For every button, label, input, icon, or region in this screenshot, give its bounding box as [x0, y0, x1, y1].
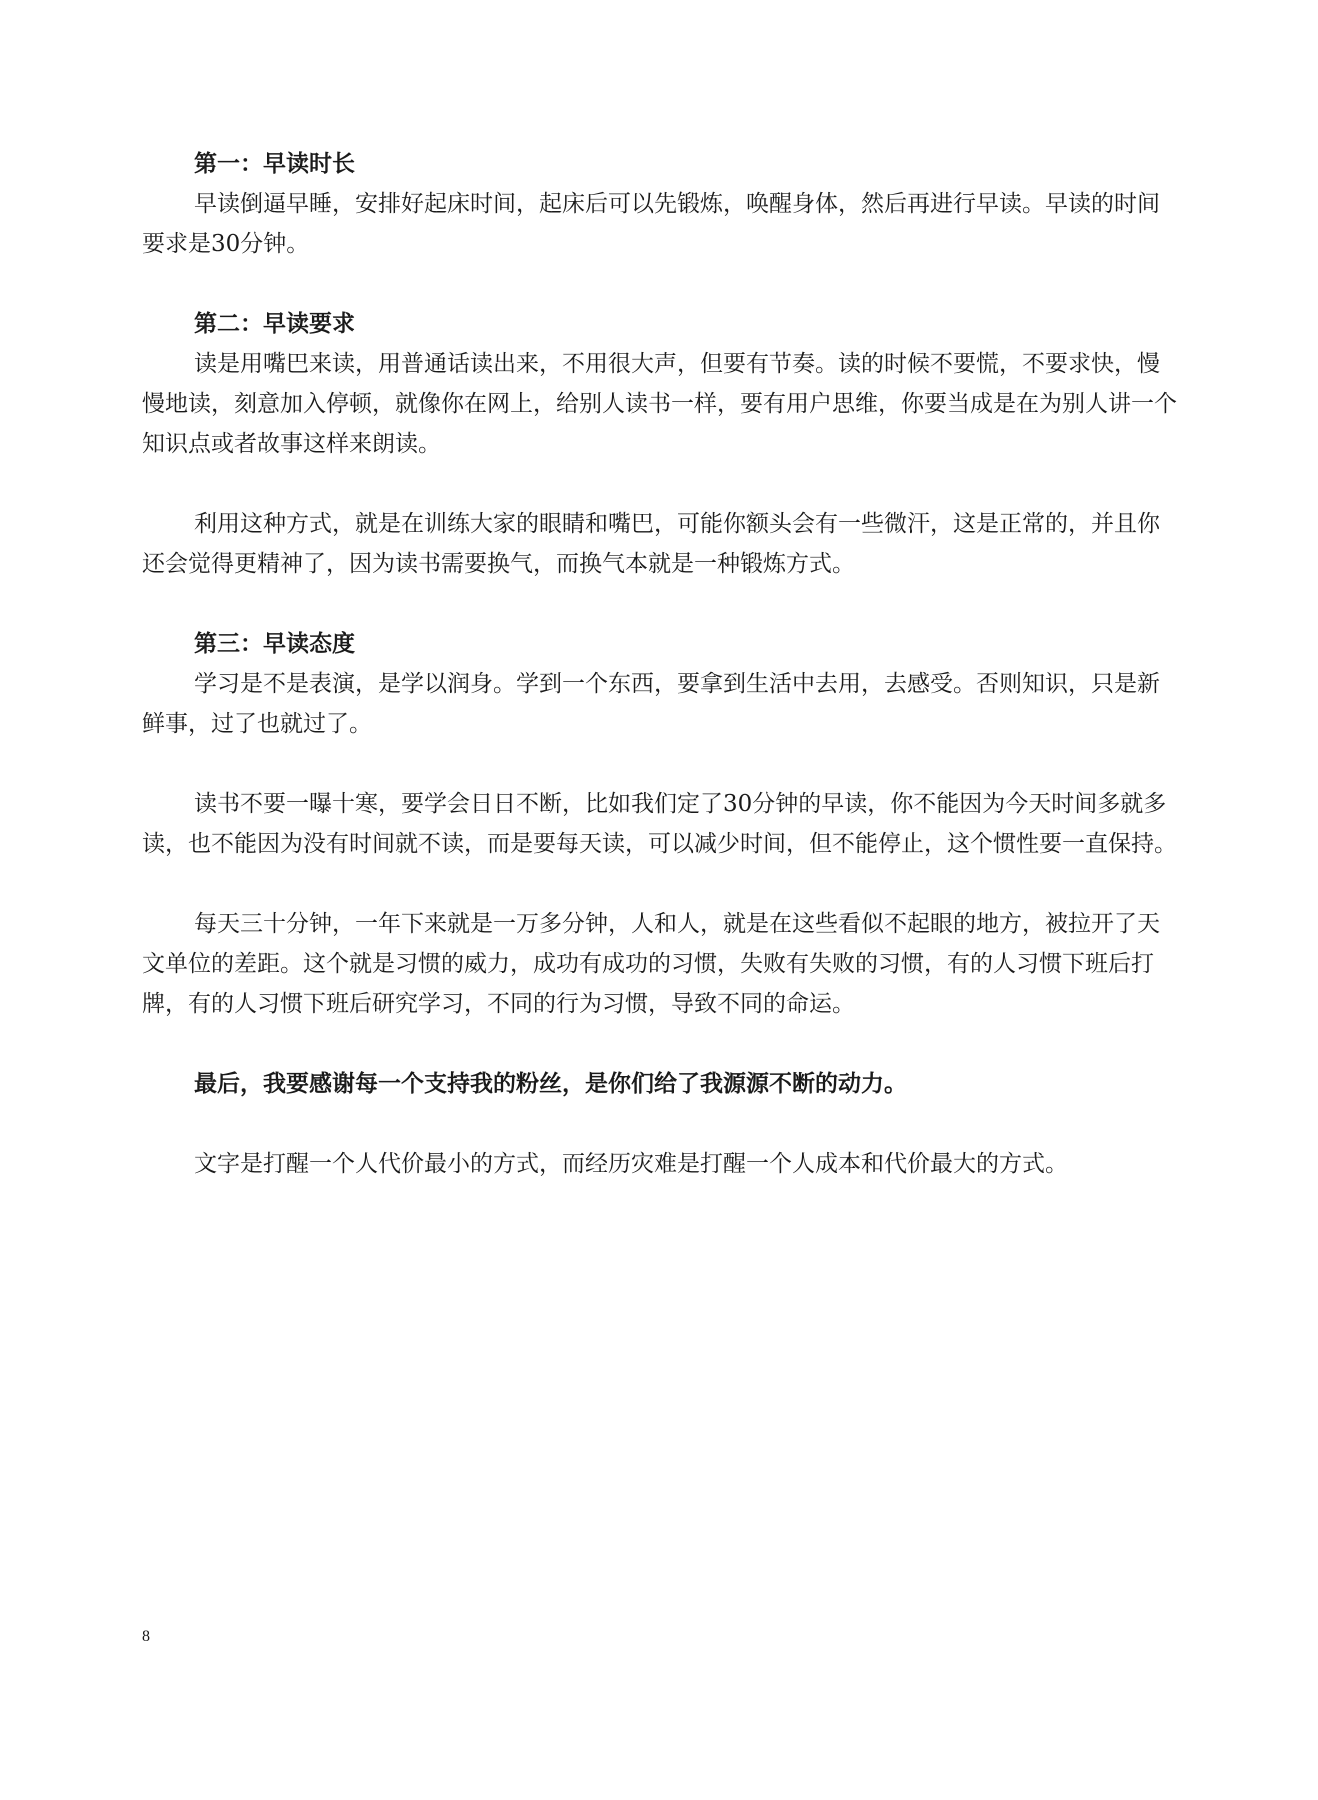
paragraph-3-3: 每天三十分钟，一年下来就是一万多分钟，人和人，就是在这些看似不起眼的地方，被拉开了天文单位的差距。这个就是习惯的威力，成功有成功的习惯，失败有失败的习惯，有的人习惯下班后打牌，有的人习惯下班后研究学习，不同的行为习惯，导致不同的命运。	[142, 911, 1160, 1017]
page-number: 8	[142, 1628, 150, 1645]
section-heading-2: 第二：早读要求	[194, 311, 355, 337]
closing-paragraph: 文字是打醒一个人代价最小的方式，而经历灾难是打醒一个人成本和代价最大的方式。	[194, 1151, 1068, 1177]
closing-thanks: 最后，我要感谢每一个支持我的粉丝，是你们给了我源源不断的动力。	[194, 1071, 907, 1097]
paragraph-3-1: 学习是不是表演，是学以润身。学到一个东西，要拿到生活中去用，去感受。否则知识，只是新鲜事，过了也就过了。	[142, 671, 1160, 737]
page-content	[142, 144, 1182, 1184]
paragraph-1-1: 早读倒逼早睡，安排好起床时间，起床后可以先锻炼，唤醒身体，然后再进行早读。早读的时间要求是30分钟。	[142, 191, 1160, 257]
paragraph-3-2: 读书不要一曝十寒，要学会日日不断，比如我们定了30分钟的早读，你不能因为今天时间多就多读，也不能因为没有时间就不读，而是要每天读，可以减少时间，但不能停止，这个惯性要一直保持。	[142, 791, 1177, 857]
section-heading-1: 第一：早读时长	[194, 151, 355, 177]
section-heading-3: 第三：早读态度	[194, 631, 355, 657]
paragraph-2-1: 读是用嘴巴来读，用普通话读出来，不用很大声，但要有节奏。读的时候不要慌，不要求快，慢慢地读，刻意加入停顿，就像你在网上，给别人读书一样，要有用户思维，你要当成是在为别人讲一个知识点或者故事这样来朗读。	[142, 351, 1177, 457]
paragraph-2-2: 利用这种方式，就是在训练大家的眼睛和嘴巴，可能你额头会有一些微汗，这是正常的，并且你还会觉得更精神了，因为读书需要换气，而换气本就是一种锻炼方式。	[142, 511, 1160, 577]
